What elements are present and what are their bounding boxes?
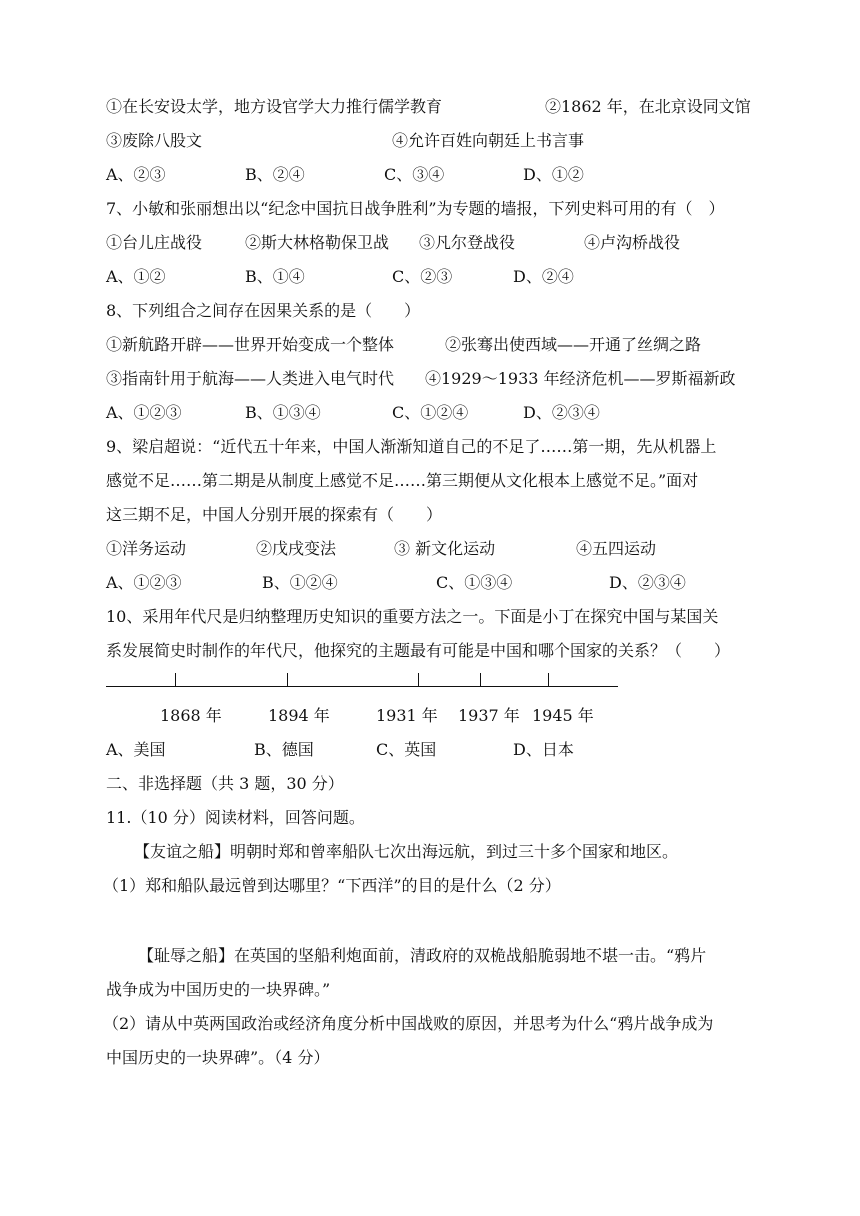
q9-choice-c: C、①③④ [436,573,513,592]
q9-item-4: ④五四运动 [576,539,657,558]
q6-option-3: ③废除八股文 [106,131,203,150]
q10-choice-c: C、英国 [376,740,437,759]
q9-choice-b: B、①②④ [262,573,338,592]
q9-choice-d: D、②③④ [609,573,686,592]
q8-choice-c: C、①②④ [392,403,469,422]
section-heading: 二、非选择题（共 3 题，30 分） [106,774,344,793]
q9-stem-line-3: 这三期不足，中国人分别开展的探索有（ ） [106,505,443,524]
timeline-year: 1931 年 [376,706,438,725]
q11-stem: 11.（10 分）阅读材料，回答问题。 [106,808,365,827]
q6-choice-b: B、②④ [245,165,305,184]
q6-option-2: ②1862 年，在北京设同文馆 [545,97,751,116]
q9-item-3: ③ 新文化运动 [394,539,496,558]
q9-item-1: ①洋务运动 [106,539,187,558]
q8-item-3: ③指南针用于航海——人类进入电气时代 [106,369,395,388]
timeline-tick [418,673,419,687]
q7-item-4: ④卢沟桥战役 [584,233,681,252]
q6-choice-a: A、②③ [106,165,166,184]
q7-item-3: ③凡尔登战役 [419,233,516,252]
q8-stem: 8、下列组合之间存在因果关系的是（ ） [106,301,421,320]
q11-subquestion-2-line-1: （2）请从中英两国政治或经济角度分析中国战败的原因，并思考为什么“鸦片战争成为 [103,1014,714,1033]
q7-choice-a: A、①② [106,267,166,286]
timeline-tick [480,673,481,687]
q10-choice-a: A、美国 [106,740,166,759]
q8-choice-b: B、①③④ [245,403,321,422]
q7-choice-d: D、②④ [513,267,574,286]
q11-material-2-line-1: 【耻辱之船】在英国的坚船利炮面前，清政府的双桅战船脆弱地不堪一击。“鸦片 [138,946,707,965]
q7-item-1: ①台儿庄战役 [106,233,203,252]
q11-material-1: 【友谊之船】明朝时郑和曾率船队七次出海远航，到过三十多个国家和地区。 [134,842,679,861]
timeline-year: 1894 年 [268,706,330,725]
q10-stem-line-1: 10、采用年代尺是归纳整理历史知识的重要方法之一。下面是小丁在探究中国与某国关 [106,607,719,626]
q11-subquestion-1: （1）郑和船队最远曾到达哪里？“下西洋”的目的是什么（2 分） [103,876,561,895]
q9-item-2: ②戊戌变法 [256,539,337,558]
q10-stem-line-2: 系发展简史时制作的年代尺，他探究的主题最有可能是中国和哪个国家的关系？（ ） [106,641,731,660]
q11-subquestion-2-line-2: 中国历史的一块界碑”。（4 分） [106,1048,330,1067]
q6-option-1: ①在长安设太学，地方设官学大力推行儒学教育 [106,97,443,116]
q7-choice-c: C、②③ [392,267,453,286]
q8-choice-a: A、①②③ [106,403,182,422]
timeline-axis [106,686,618,687]
timeline-tick [287,673,288,687]
timeline-year: 1945 年 [532,706,594,725]
q8-item-4: ④1929～1933 年经济危机——罗斯福新政 [425,369,736,388]
q9-choice-a: A、①②③ [106,573,182,592]
q6-choice-d: D、①② [523,165,584,184]
timeline-tick [548,673,549,687]
q10-choice-b: B、德国 [254,740,314,759]
q10-choice-d: D、日本 [513,740,574,759]
q7-item-2: ②斯大林格勒保卫战 [245,233,390,252]
timeline-tick [175,673,176,687]
q8-item-2: ②张骞出使西域——开通了丝绸之路 [445,335,702,354]
q11-material-2-line-2: 战争成为中国历史的一块界碑。” [106,980,331,999]
q9-stem-line-2: 感觉不足……第二期是从制度上感觉不足……第三期便从文化根本上感觉不足。”面对 [106,471,699,490]
q8-item-1: ①新航路开辟——世界开始变成一个整体 [106,335,395,354]
timeline-year: 1868 年 [160,706,222,725]
q6-choice-c: C、③④ [384,165,445,184]
q8-choice-d: D、②③④ [523,403,600,422]
q7-choice-b: B、①④ [245,267,305,286]
q9-stem-line-1: 9、梁启超说：“近代五十年来，中国人渐渐知道自己的不足了……第一期，先从机器上 [106,437,717,456]
timeline-year: 1937 年 [458,706,520,725]
q7-stem: 7、小敏和张丽想出以“纪念中国抗日战争胜利”为专题的墙报，下列史料可用的有（ ） [106,199,725,218]
q6-option-4: ④允许百姓向朝廷上书言事 [392,131,585,150]
